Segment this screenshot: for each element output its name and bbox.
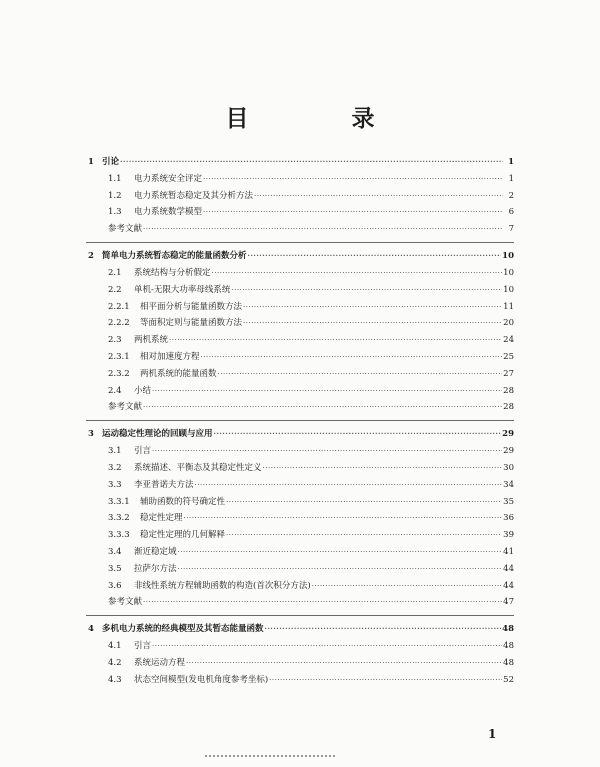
toc-entry-number: 4.3 [108, 674, 122, 685]
dot-leader [218, 368, 503, 380]
toc-entry-page: 44 [503, 563, 514, 574]
toc-references-entry[interactable] [88, 592, 514, 609]
dot-leader [195, 479, 503, 491]
toc-entry-title: 拉萨尔方法 [134, 563, 177, 574]
toc-entry-page: 36 [503, 513, 514, 524]
toc-chapter-entry[interactable] [88, 424, 514, 440]
footer-rule [205, 755, 335, 757]
page-title: 目 录 [225, 105, 415, 132]
toc-entry-title: 状态空间模型(发电机角度参考坐标) [134, 674, 269, 685]
dot-leader [269, 674, 502, 686]
toc-entry-page: 29 [502, 429, 514, 440]
page-number: 1 [488, 727, 497, 741]
toc-entry-number: 4.1 [108, 641, 122, 652]
toc-entry-title: 电力系统安全评定 [134, 173, 203, 184]
dot-leader [143, 223, 503, 235]
toc-entry-number: 3.6 [108, 580, 122, 591]
toc-entry[interactable] [88, 558, 514, 575]
toc-entry-number: 3.3 [108, 479, 122, 490]
toc-entry[interactable] [88, 440, 514, 457]
toc-entry-page: 34 [503, 479, 514, 490]
toc-entry-page: 48 [502, 624, 514, 635]
toc-entry[interactable] [88, 635, 514, 652]
toc-entry[interactable] [88, 296, 514, 313]
toc-entry[interactable] [88, 491, 514, 508]
dot-leader [169, 334, 502, 346]
toc-entry-title: 引言 [134, 446, 152, 457]
dot-leader [143, 596, 502, 608]
dot-leader [120, 156, 503, 168]
toc-entry-number: 1 [88, 157, 94, 167]
toc-entry-title: 引论 [102, 157, 120, 167]
toc-entry-title: 单机-无限大功率母线系统 [134, 284, 231, 295]
toc-entry-number: 2.2 [108, 284, 122, 295]
dot-leader [186, 657, 502, 669]
toc-chapter-entry[interactable] [88, 152, 514, 168]
dot-leader [203, 173, 503, 185]
toc-entry-number: 3.3.1 [108, 496, 130, 507]
dot-leader [248, 250, 502, 262]
toc-entry-number: 3.2 [108, 462, 122, 473]
dot-leader [143, 401, 502, 413]
toc-entry-number: 2.3.1 [108, 351, 130, 362]
toc-references-entry[interactable] [88, 218, 514, 235]
toc-entry-page: 28 [503, 385, 514, 396]
toc-entry-page: 10 [502, 251, 514, 262]
toc-entry[interactable] [88, 457, 514, 474]
dot-leader [226, 496, 502, 508]
toc-entry-title: 等面积定则与能量函数方法 [140, 318, 243, 329]
dot-leader [178, 546, 503, 558]
toc-entry-title: 简单电力系统暂态稳定的能量函数分析 [102, 251, 247, 262]
toc-entry-title: 电力系统暂态稳定及其分析方法 [134, 190, 254, 201]
dot-leader [263, 462, 503, 474]
toc-entry-page: 30 [503, 462, 514, 473]
dot-leader [201, 351, 503, 363]
toc-entry-page: 41 [503, 546, 514, 557]
toc-entry-title: 多机电力系统的经典模型及其暂态能量函数 [102, 624, 264, 635]
toc-entry[interactable] [88, 508, 514, 525]
dot-leader [243, 317, 502, 329]
toc-entry-number: 2.2.2 [108, 318, 130, 329]
toc-entry-title: 参考文献 [108, 402, 143, 413]
toc-entry-title: 辅助函数的符号确定性 [140, 496, 226, 507]
toc-entry-number: 2 [88, 251, 94, 262]
toc-entry-number: 3.3.2 [108, 513, 130, 524]
toc-entry-title: 系统运动方程 [134, 657, 186, 668]
toc-entry-page: 1 [508, 157, 514, 167]
toc-entry-page: 6 [508, 207, 514, 218]
toc-entry[interactable] [88, 575, 514, 592]
toc-entry-number: 2.3.2 [108, 368, 130, 379]
toc-entry-number: 4.2 [108, 657, 122, 668]
toc-entry-page: 44 [503, 580, 514, 591]
dot-leader [231, 284, 502, 296]
toc-entry[interactable] [88, 279, 514, 296]
table-of-contents [88, 152, 514, 686]
toc-entry-page: 29 [503, 446, 514, 457]
toc-entry-number: 3.5 [108, 563, 122, 574]
toc-entry-page: 48 [503, 641, 514, 652]
toc-entry[interactable] [88, 474, 514, 491]
dot-leader [152, 445, 502, 457]
toc-entry-page: 27 [503, 368, 514, 379]
toc-entry-page: 47 [503, 597, 514, 608]
toc-entry[interactable] [88, 652, 514, 669]
dot-leader [312, 580, 503, 592]
toc-entry-title: 运动稳定性理论的回顾与应用 [102, 429, 213, 440]
toc-entry[interactable] [88, 262, 514, 279]
dot-leader [254, 190, 503, 202]
toc-entry-number: 1.3 [108, 207, 122, 218]
toc-entry-number: 3.1 [108, 446, 122, 457]
toc-entry-page: 25 [503, 351, 514, 362]
toc-entry-page: 52 [503, 674, 514, 685]
toc-entry[interactable] [88, 380, 514, 397]
toc-entry-page: 2 [508, 190, 514, 201]
toc-entry-title: 相对加速度方程 [140, 351, 200, 362]
toc-entry-title: 稳定性定理 [140, 513, 183, 524]
dot-leader [152, 385, 502, 397]
toc-chapter-entry[interactable] [88, 619, 514, 635]
toc-entry[interactable] [88, 185, 514, 202]
toc-entry-title: 两机系统 [134, 335, 169, 346]
toc-entry[interactable] [88, 329, 514, 346]
toc-entry-title: 系统结构与分析假定 [134, 267, 211, 278]
toc-entry-page: 28 [503, 402, 514, 413]
toc-entry-title: 系统描述、平衡态及其稳定性定义 [134, 462, 262, 473]
toc-entry-number: 2.4 [108, 385, 122, 396]
toc-entry-title: 电力系统数学模型 [134, 207, 203, 218]
dot-leader [203, 206, 503, 218]
dot-leader [265, 623, 502, 635]
toc-entry-title: 渐近稳定域 [134, 546, 177, 557]
toc-references-entry[interactable] [88, 397, 514, 414]
toc-entry-title: 参考文献 [108, 224, 143, 235]
dot-leader [243, 301, 502, 313]
toc-entry-number: 2.3 [108, 335, 122, 346]
toc-entry-page: 48 [503, 657, 514, 668]
toc-entry-number: 3.4 [108, 546, 122, 557]
toc-entry-title: 两机系统的能量函数 [140, 368, 217, 379]
dot-leader [152, 640, 502, 652]
toc-entry[interactable] [88, 541, 514, 558]
toc-entry-title: 小结 [134, 385, 152, 396]
toc-entry-title: 李亚普诺夫方法 [134, 479, 194, 490]
toc-entry-number: 1.1 [108, 173, 122, 184]
dot-leader [214, 428, 502, 440]
toc-entry-page: 24 [503, 335, 514, 346]
toc-entry-page: 7 [508, 224, 514, 235]
toc-entry-title: 引言 [134, 641, 152, 652]
toc-entry-page: 10 [503, 284, 514, 295]
dot-leader [212, 267, 503, 279]
toc-entry-number: 4 [88, 624, 94, 635]
toc-entry-page: 1 [508, 173, 514, 184]
toc-entry-page: 10 [503, 267, 514, 278]
toc-entry-page: 39 [503, 530, 514, 541]
toc-entry[interactable] [88, 524, 514, 541]
dot-leader [226, 529, 502, 541]
toc-entry-number: 3 [88, 429, 94, 440]
toc-entry-title: 稳定性定理的几何解释 [140, 530, 226, 541]
toc-entry-number: 2.2.1 [108, 301, 130, 312]
toc-entry[interactable] [88, 669, 514, 686]
toc-entry-page: 35 [503, 496, 514, 507]
toc-entry-title: 参考文献 [108, 597, 143, 608]
toc-entry[interactable] [88, 202, 514, 219]
toc-chapter-entry[interactable] [88, 246, 514, 262]
toc-entry[interactable] [88, 313, 514, 330]
toc-entry-page: 20 [503, 318, 514, 329]
toc-entry-number: 1.2 [108, 190, 122, 201]
dot-leader [184, 512, 503, 524]
dot-leader [178, 563, 503, 575]
toc-entry-title: 非线性系统方程辅助函数的构造(首次积分方法) [134, 580, 311, 591]
toc-entry[interactable] [88, 363, 514, 380]
toc-entry-number: 3.3.3 [108, 530, 130, 541]
toc-entry[interactable] [88, 346, 514, 363]
toc-entry-title: 相平面分析与能量函数方法 [140, 301, 243, 312]
toc-entry[interactable] [88, 168, 514, 185]
toc-entry-page: 11 [503, 301, 514, 312]
toc-entry-number: 2.1 [108, 267, 122, 278]
